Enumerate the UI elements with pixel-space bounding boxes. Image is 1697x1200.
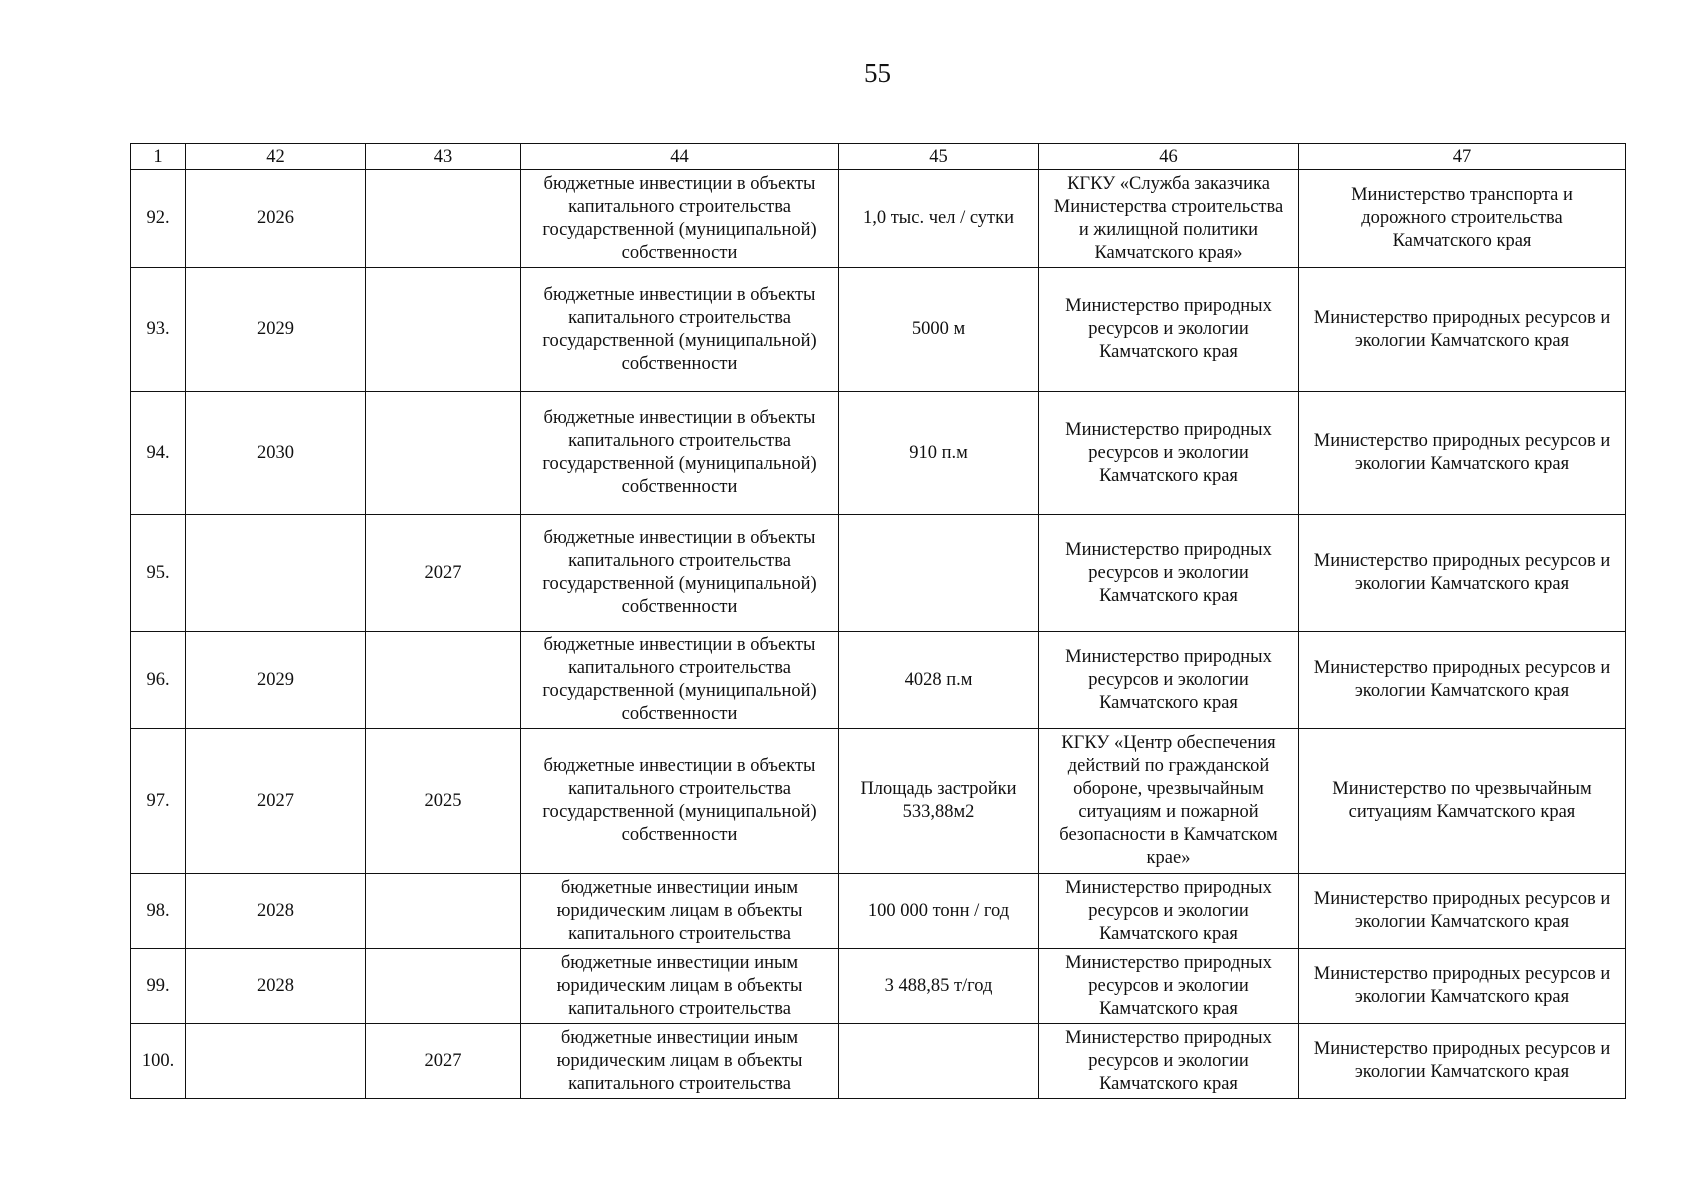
investment-type-cell: бюджетные инвестиции в объекты капитального строительства государственной (муниципальной) собственности — [521, 268, 839, 392]
customer-cell: Министерство природных ресурсов и экологии Камчатского края — [1039, 515, 1299, 632]
table-row — [131, 729, 1626, 874]
column-number-row — [131, 144, 1626, 170]
table-row — [131, 1024, 1626, 1099]
year-cell-43 — [366, 268, 521, 392]
table-row — [131, 170, 1626, 268]
capacity-cell: 4028 п.м — [839, 632, 1039, 729]
capacity-cell: 910 п.м — [839, 392, 1039, 515]
year-cell-42 — [186, 515, 366, 632]
capacity-cell: 1,0 тыс. чел / сутки — [839, 170, 1039, 268]
column-header: 43 — [366, 144, 521, 170]
year-cell-42: 2029 — [186, 268, 366, 392]
column-header: 44 — [521, 144, 839, 170]
responsible-cell: Министерство природных ресурсов и экологии Камчатского края — [1299, 1024, 1626, 1099]
capacity-cell: Площадь застройки 533,88м2 — [839, 729, 1039, 874]
customer-cell: Министерство природных ресурсов и экологии Камчатского края — [1039, 874, 1299, 949]
responsible-cell: Министерство природных ресурсов и экологии Камчатского края — [1299, 515, 1626, 632]
year-cell-43 — [366, 392, 521, 515]
responsible-cell: Министерство природных ресурсов и экологии Камчатского края — [1299, 949, 1626, 1024]
investment-type-cell: бюджетные инвестиции в объекты капитального строительства государственной (муниципальной) собственности — [521, 729, 839, 874]
row-number-cell: 95. — [131, 515, 186, 632]
investment-type-cell: бюджетные инвестиции в объекты капитального строительства государственной (муниципальной) собственности — [521, 632, 839, 729]
capacity-cell: 100 000 тонн / год — [839, 874, 1039, 949]
table-row — [131, 949, 1626, 1024]
responsible-cell: Министерство по чрезвычайным ситуациям Камчатского края — [1299, 729, 1626, 874]
year-cell-43 — [366, 632, 521, 729]
customer-cell: Министерство природных ресурсов и экологии Камчатского края — [1039, 949, 1299, 1024]
year-cell-42 — [186, 1024, 366, 1099]
customer-cell: Министерство природных ресурсов и экологии Камчатского края — [1039, 392, 1299, 515]
responsible-cell: Министерство транспорта и дорожного строительства Камчатского края — [1299, 170, 1626, 268]
row-number-cell: 100. — [131, 1024, 186, 1099]
table-row — [131, 515, 1626, 632]
column-header: 1 — [131, 144, 186, 170]
capacity-cell — [839, 1024, 1039, 1099]
year-cell-42: 2030 — [186, 392, 366, 515]
column-header: 45 — [839, 144, 1039, 170]
table-row — [131, 874, 1626, 949]
customer-cell: Министерство природных ресурсов и экологии Камчатского края — [1039, 1024, 1299, 1099]
investment-type-cell: бюджетные инвестиции иным юридическим лицам в объекты капитального строительства — [521, 874, 839, 949]
year-cell-43 — [366, 170, 521, 268]
customer-cell: КГКУ «Центр обеспечения действий по гражданской обороне, чрезвычайным ситуациям и пожарной безопасности в Камчатском крае» — [1039, 729, 1299, 874]
capacity-cell: 5000 м — [839, 268, 1039, 392]
table-row — [131, 632, 1626, 729]
responsible-cell: Министерство природных ресурсов и экологии Камчатского края — [1299, 392, 1626, 515]
page-number: 55 — [864, 58, 891, 88]
table-row — [131, 268, 1626, 392]
investment-type-cell: бюджетные инвестиции в объекты капитального строительства государственной (муниципальной) собственности — [521, 515, 839, 632]
year-cell-42: 2028 — [186, 949, 366, 1024]
row-number-cell: 97. — [131, 729, 186, 874]
responsible-cell: Министерство природных ресурсов и экологии Камчатского края — [1299, 874, 1626, 949]
row-number-cell: 96. — [131, 632, 186, 729]
column-header: 47 — [1299, 144, 1626, 170]
capacity-cell: 3 488,85 т/год — [839, 949, 1039, 1024]
year-cell-42: 2029 — [186, 632, 366, 729]
investment-type-cell: бюджетные инвестиции иным юридическим лицам в объекты капитального строительства — [521, 1024, 839, 1099]
row-number-cell: 99. — [131, 949, 186, 1024]
column-header: 46 — [1039, 144, 1299, 170]
row-number-cell: 93. — [131, 268, 186, 392]
customer-cell: Министерство природных ресурсов и экологии Камчатского края — [1039, 632, 1299, 729]
row-number-cell: 92. — [131, 170, 186, 268]
year-cell-42: 2028 — [186, 874, 366, 949]
responsible-cell: Министерство природных ресурсов и экологии Камчатского края — [1299, 268, 1626, 392]
customer-cell: КГКУ «Служба заказчика Министерства строительства и жилищной политики Камчатского края» — [1039, 170, 1299, 268]
row-number-cell: 94. — [131, 392, 186, 515]
customer-cell: Министерство природных ресурсов и экологии Камчатского края — [1039, 268, 1299, 392]
year-cell-42: 2026 — [186, 170, 366, 268]
investment-type-cell: бюджетные инвестиции иным юридическим лицам в объекты капитального строительства — [521, 949, 839, 1024]
row-number-cell: 98. — [131, 874, 186, 949]
investment-table — [130, 143, 1626, 1099]
investment-type-cell: бюджетные инвестиции в объекты капитального строительства государственной (муниципальной) собственности — [521, 392, 839, 515]
year-cell-43: 2027 — [366, 515, 521, 632]
capacity-cell — [839, 515, 1039, 632]
investment-type-cell: бюджетные инвестиции в объекты капитального строительства государственной (муниципальной) собственности — [521, 170, 839, 268]
year-cell-43: 2027 — [366, 1024, 521, 1099]
responsible-cell: Министерство природных ресурсов и экологии Камчатского края — [1299, 632, 1626, 729]
column-header: 42 — [186, 144, 366, 170]
year-cell-42: 2027 — [186, 729, 366, 874]
table-row — [131, 392, 1626, 515]
year-cell-43 — [366, 949, 521, 1024]
year-cell-43 — [366, 874, 521, 949]
year-cell-43: 2025 — [366, 729, 521, 874]
